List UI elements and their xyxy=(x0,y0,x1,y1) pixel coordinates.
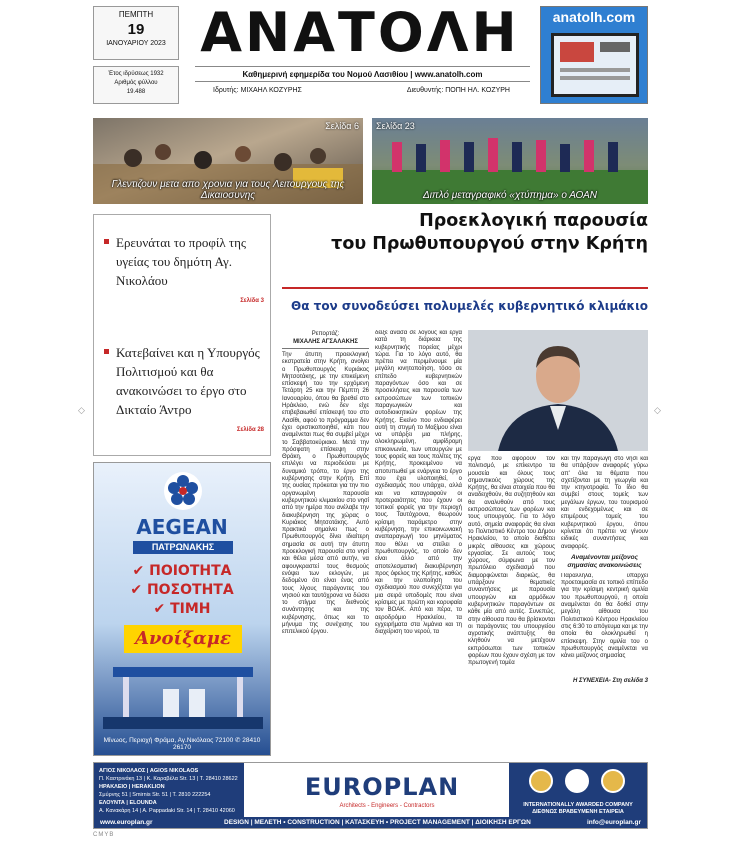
main-headline[interactable] xyxy=(282,210,648,256)
weekday: ΠΕΜΠΤΗ xyxy=(118,10,154,19)
teaser-text: Ερευνάται το προφίλ της υγείας του δημότη Αγ. Νικολάου xyxy=(116,235,247,288)
photo-caption: Διπλό μεταγραφικό «χτύπημα» ο ΑΟΑΝ xyxy=(422,190,598,201)
europlan-logo-sub: Architects - Engineers - Contractors xyxy=(339,803,435,809)
print-marks: CMYB xyxy=(93,832,115,838)
headline-line-2: του Πρωθυπουργού στην Κρήτη xyxy=(331,234,648,254)
branch-line: ΗΡΑΚΛΕΙΟ | HERAKLION xyxy=(99,784,165,790)
monitor-icon xyxy=(551,33,639,97)
award-badge-icon xyxy=(601,769,625,793)
day-number: 19 xyxy=(127,21,145,38)
founded-year: Έτος ιδρύσεως 1932 xyxy=(108,71,164,77)
aegean-advertisement[interactable] xyxy=(93,462,271,756)
award-line: ΔΙΕΘΝΩΣ ΒΡΑΒΕΥΜΕΝΗ ΕΤΑΙΡΕΙΑ xyxy=(532,809,624,815)
europlan-footer-bar xyxy=(94,817,647,828)
founder-name: Ιδρυτής: ΜΙΧΑΗΛ ΚΟΖΥΡΗΣ xyxy=(213,87,302,94)
teaser-box xyxy=(93,214,271,456)
branch-line: ΑΓΙΟΣ ΝΙΚΟΛΑΟΣ | AGIOS NIKOLAOS xyxy=(99,768,199,774)
founders-line xyxy=(195,85,530,99)
photo-page-ref: Σελίδα 6 xyxy=(325,121,359,131)
website-promo-title: anatolh.com xyxy=(552,9,636,25)
article-text: δείξε ανάσα σε λόγους και έργα κατά τη διάρκεια της κυβερνητικής πορείας μέχρι τώρα. Για το λόγο αυτό, θα πρέπει να περιμένουμε μία μεγάλη κινητοποίηση, τόσο σε επίπεδο κυβερνητικών παραγόντων όσο και σε προσκλήσεις και παρουσία των εκπροσώπων των τοπικών παραγωγικών και αυτοδιοικητικών φορέων της Κρήτης. Εκείνο που ενδιαφέρει αυτή τη στιγμή το Μαξίμου είναι να υπάρξει μια πλήρης, ολοκληρωμένη, αμφίδρομη επικοινωνία, των υπουργών με τους φορείς και τους πολίτες της Κρήτης, προκειμένου να αποτυπωθεί με ενάργεια το έργο που έχει υλοποιηθεί, ο σχεδιασμός που υπάρχει, αλλά και να καταγραφούν οι προτεραιότητες που έχουν οι τοπικοί φορείς για την περιοχή τους. Ταυτόχρονα, θεωρούν κρίσιμη παράμετρο στην κυβέρνηση, την επικοινωνιακή αναπαραγωγή του μηνύματος που θέλει να στείλει ο πρωθυπουργός, το οποίο δεν είναι άλλο από την αποτελεσματική διακυβέρνηση προς όφελος της Κρήτης, καθώς και την υλοποίηση του σχεδιασμού που συνεχίζεται για μια σειρά υποδομές που είναι κρίσιμες με πρώτη και κορυφαία τον ΒΟΑΚ. Από και πέρα, το αεροδρόμιο Ηρακλείου, τα εγχειρήματα στα λιμάνια και τη διαχείριση του νερού, τα xyxy=(375,330,462,636)
month-year: ΙΑΝΟΥΑΡΙΟΥ 2023 xyxy=(106,40,166,47)
award-text xyxy=(509,802,647,816)
reporter-byline xyxy=(282,330,369,349)
europlan-email-link[interactable]: info@europlan.gr xyxy=(586,819,641,826)
issue-number: 19.488 xyxy=(126,89,146,95)
europlan-services: DESIGN | ΜΕΛΕΤΗ • CONSTRUCTION | ΚΑΤΑΣΚΕΥΗ • PROJECT MANAGEMENT | ΔΙΟΙΚΗΣΗ ΕΡΓΩΝ xyxy=(224,819,531,826)
teaser-page-ref: Σελίδα 28 xyxy=(236,427,264,433)
gas-station-icon xyxy=(103,659,263,729)
article-text: Την άτυπη προεκλογική εκστρατεία στην Κρήτη, ανοίγει ο Πρωθυπουργός Κυριάκος Μητσοτάκης, με την επικείμενη επίσκεψή του την ερχόμενη Τετάρτη 25 και την Πέμπτη 26 Ιανουαρίου, όπου θα βρεθεί στο Ηράκλειο, ενώ δεν είχε επιβεβαιωθεί επίσκεψή του στο Λασίθι, αφού το πρόγραμμα δεν έχει οριστικοποιηθεί, κάτι που αναμένεται πως θα συμβεί μέχρι το Σαββατοκύριακο. Μετά την πρόσφατη επίσκεψη στην Θράκη, ο Πρωθυπουργός επιλέγει να περιοδεύσει με δυναμικό τρόπο, το έργο της κυβέρνησης στην Κρήτη. Επί της ουσίας πρόκειται για την πιο οργανωμένη παρουσία κυβερνητικού κλιμακίου στο νησί από την ημέρα που ανέλαβε την διακυβέρνηση της χώρας ο Κυριάκος Μητσοτάκης. Αυτό πρακτικά σημαίνει πως ο Πρωθυπουργός δίνει ιδιαίτερη σημασία σε αυτή την άτυπη προεκλογική παρουσία στο νησί και θέλει μέσα από αυτήν, να αφουγκραστεί τους θεσμούς ενόψει των εκλογών, με δεδομένο ότι είναι ένας από τους λίγους παράγοντες του νησιού και ταυτόχρονα να δώσει το στίγμα της διεθνούς συνάντησης και της κυβέρνησης, όπως και το μήνυμα της συνέχισης του επιτελικού έργου. xyxy=(282,352,369,636)
headline-line-1: Προεκλογική παρουσία xyxy=(419,211,648,231)
teaser-text: Κατεβαίνει και η Υπουργός Πολιτισμού και θα ανακοινώσει το έργο στο Δικταίο Άντρο xyxy=(116,345,260,417)
aegean-flower-logo-icon xyxy=(163,471,203,511)
next-page-icon[interactable]: ◇ xyxy=(654,405,661,415)
branch-line: Σμύρνης 51 | Smirnis Str. 51 | Τ. 2810 222254 xyxy=(99,792,211,798)
photo-caption: Γλεντιζουν μετα απο χρονια για τους Λειτουργους της Δικαιοσυνης xyxy=(111,179,345,201)
article-text: και την παραγωγή στο νησί και θα υπάρξουν αναφορές γύρω απ' όλα τα θέματα που σχετίζονται με τη γεωργία και την κτηνοτροφία. Το ίδιο θα συμβεί στους τομείς των μεγάλων έργων, του τουρισμού και ενδεχομένως και σε επιμέρους τομείς του κυβερνητικού έργου, όπου κρίνεται ότι πρέπει να γίνουν ειδικές συναντήσεις και αναφορές. xyxy=(561,456,648,550)
branch-line: Α. Κανακάρη 14 | Α. Pappadaki Str. 14 | Τ. 28410 42060 xyxy=(99,808,235,814)
teaser-item[interactable] xyxy=(104,343,264,440)
photo-aoan-transfer[interactable] xyxy=(372,118,648,204)
photo-page-ref: Σελίδα 23 xyxy=(376,121,415,131)
europlan-website-link[interactable]: www.europlan.gr xyxy=(100,819,153,826)
aegean-brand: AEGEAN xyxy=(136,515,228,539)
website-promo[interactable] xyxy=(540,6,648,104)
branch-line: ΕΛΟΥΝΤΑ | ELOUNDA xyxy=(99,800,157,806)
photo-prime-minister[interactable] xyxy=(468,330,648,451)
award-badge-icon xyxy=(565,769,589,793)
ad-slogan-quantity: ✔ ΠΟΣΟΤΗΤΑ xyxy=(130,582,234,598)
issue-label: Αριθμός φύλλου xyxy=(114,80,158,86)
reporter-label: Ρεπορτάζ: xyxy=(311,331,340,337)
prev-page-icon[interactable]: ◇ xyxy=(78,405,85,415)
article-column-1 xyxy=(282,330,369,756)
newspaper-title: ΑΝΑΤΟΛΗ xyxy=(200,1,520,64)
teaser-item[interactable] xyxy=(104,233,264,311)
article-text: Παράλληλα, υπάρχει προετοιμασία σε τοπικό επίπεδο για την κρίσιμη κεντρική ομιλία του πρωθυπουργού, η οποία αναμένεται ότι θα δοθεί στην μεγάλη αίθουσα του Πολιτιστικού Κέντρου Ηρακλείου στις 6:30 το απόγευμα και με την οποία θα ολοκληρωθεί η επίσκεψη. Στην ομιλία του ο πρωθυπουργός αναμένεται να κάνει μείζονος σημασίας xyxy=(561,572,648,660)
article-subtitle: Αναμένονται μείζονος σημασίας ανακοινώσεις xyxy=(567,553,642,569)
bullet-icon xyxy=(104,349,109,354)
issue-info-box xyxy=(93,66,179,104)
aegean-subbrand: ΠΑΤΡΩΝΑΚΗΣ xyxy=(133,541,233,554)
photo-judicial-officers[interactable] xyxy=(93,118,363,204)
article-column-2 xyxy=(375,330,462,756)
branch-line: Π. Καστρινάκη 13 | Κ. Καραβέλα Str. 13 | Τ. 28410 28622 xyxy=(99,776,238,782)
reporter-name: ΜΙΧΑΛΗΣ ΑΓΣΑΛΑΚΗΣ xyxy=(293,339,358,345)
continuation-link[interactable]: Η ΣΥΝΕΧΕΙΑ- Στη σελίδα 3 xyxy=(573,677,648,684)
award-line: INTERNATIONALLY AWARDED COMPANY xyxy=(523,802,633,808)
tagline: Καθημερινή εφημερίδα του Νομού Λασιθίου | www.anatolh.com xyxy=(195,66,530,82)
teaser-page-ref: Σελίδα 3 xyxy=(240,298,264,304)
ad-slogan-price: ✔ ΤΙΜΗ xyxy=(153,601,211,617)
article-column-4 xyxy=(561,456,648,756)
award-badge-icon xyxy=(529,769,553,793)
director-name: Διευθυντής: ΠΟΠΗ ΗΛ. ΚΟΖΥΡΗ xyxy=(406,87,510,94)
date-box xyxy=(93,6,179,60)
ad-opening-banner: Ανοίξαμε xyxy=(124,625,242,653)
europlan-advertisement[interactable] xyxy=(93,762,648,829)
ad-address: Μίνωος, Περιοχή Φράμα, Αγ.Νικόλαος 72100 ✆ 28410 26170 xyxy=(103,737,261,751)
europlan-branches xyxy=(94,763,244,819)
article-column-3 xyxy=(468,456,555,756)
speaker-portrait-icon xyxy=(468,330,648,451)
headline-divider xyxy=(282,287,648,289)
article-text: έργα που αφορούν τον πολιτισμό, με επίκεντρο τα μουσεία και όλους τους σημαντικούς χώρους της Κρήτης, θα είναι στοιχεία που θα αναδειχθούν, θα συζητηθούν και θα αναλυθούν από τους εκπροσώπους των φορέων και τους υπουργούς. Για το λόγο αυτό, σημεία αναφοράς θα είναι το Πολιτιστικό Κέντρο του Δήμου Ηρακλείου, το οποίο διαθέτει μικρές αίθουσες και χώρους εργασίας. Σε αυτούς τους χώρους, σύμφωνα με τον πρωτόλειο σχεδιασμό που διαμορφώνεται διαρκώς, θα υπάρξουν θεματικές συναντήσεις με παρουσία υπουργών και αρμόδιων κυβερνητικών παραγόντων σε κάθε μία από αυτές. Συνεπώς, στην αίθουσα που θα βρίσκονται οι παράγοντες του υπουργείου αγροτικής ανάπτυξης θα κληθούν να μετέχουν εκπρόσωποι των τοπικών φορέων που έχουν σχέση με τον πρωτογενή τομέα xyxy=(468,456,555,667)
europlan-awards xyxy=(509,763,647,819)
article-subheadline: Θα τον συνοδεύσει πολυμελές κυβερνητικό κλιμάκιο xyxy=(291,299,648,313)
ad-slogan-quality: ✔ ΠΟΙΟΤΗΤΑ xyxy=(132,563,232,579)
europlan-logo: EUROPLAN xyxy=(304,773,460,801)
bullet-icon xyxy=(104,239,109,244)
